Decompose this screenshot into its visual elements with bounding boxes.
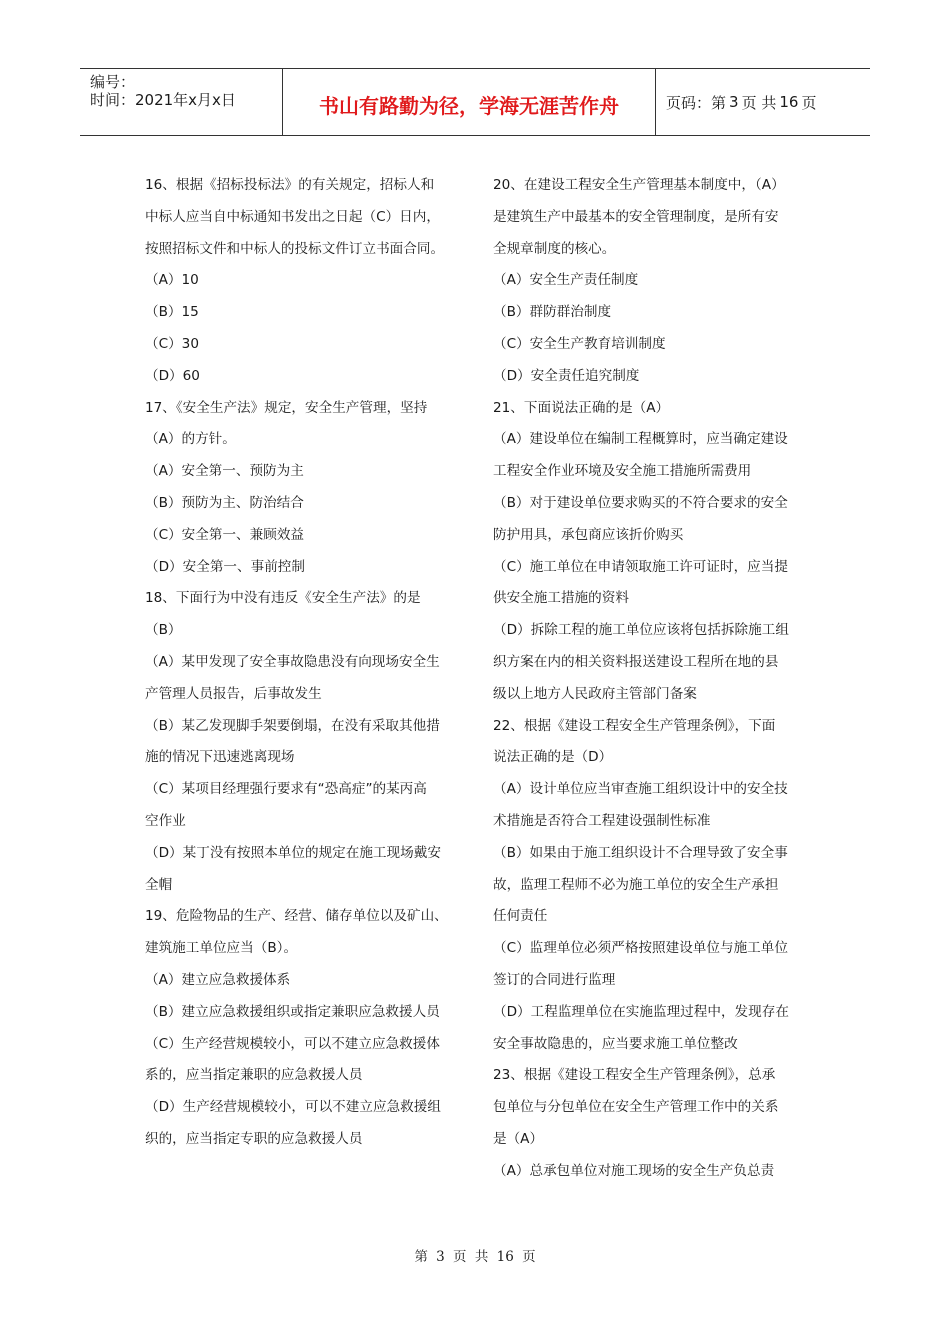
text-line: 16、根据《招标投标法》的有关规定，招标人和	[145, 177, 435, 193]
text-line: （D）60	[145, 367, 200, 384]
text-line: （B）建立应急救援组织或指定兼职应急救援人员	[145, 1003, 440, 1020]
text-line: （B）如果由于施工组织设计不合理导致了安全事	[493, 844, 788, 861]
text-line: 17、《安全生产法》规定，安全生产管理，坚持	[145, 399, 428, 416]
page-current: 3	[729, 93, 739, 111]
text-line: （A）总承包单位对施工现场的安全生产负总责	[493, 1162, 775, 1179]
header-meta	[80, 69, 282, 135]
text-line: （C）施工单位在申请领取施工许可证时，应当提	[493, 558, 788, 575]
page-footer: 第 3 页 共 16 页	[414, 1249, 536, 1265]
text-line: 建筑施工单位应当（B）。	[145, 940, 298, 957]
text-line: （A）安全第一、预防为主	[145, 463, 304, 480]
text-line: （A）设计单位应当审查施工组织设计中的安全技	[493, 781, 788, 798]
text-line: 全帽	[145, 876, 173, 893]
page-label-prefix: 页码：第	[666, 93, 727, 112]
text-line: （D）安全责任追究制度	[493, 367, 640, 384]
text-line: 中标人应当自中标通知书发出之日起（C）日内，	[145, 208, 440, 225]
text-line: 故，监理工程师不必为施工单位的安全生产承担	[493, 876, 779, 893]
text-line: 签订的合同进行监理	[493, 971, 616, 988]
text-line: 级以上地方人民政府主管部门备案	[493, 685, 697, 702]
text-line: （A）安全生产责任制度	[493, 272, 639, 289]
text-line: （B）15	[145, 304, 199, 321]
page-label-end: 页	[801, 93, 817, 112]
text-line: 是建筑生产中最基本的安全管理制度，是所有安	[493, 208, 779, 225]
text-line: 防护用具，承包商应该折价购买	[493, 526, 684, 543]
page-label-mid: 页 共	[741, 93, 777, 112]
document-date: 时间：2021年x月x日	[90, 91, 236, 109]
text-line: （C）安全第一、兼顾效益	[145, 526, 305, 543]
text-line: 是（A）	[493, 1130, 544, 1147]
text-line: 19、危险物品的生产、经营、储存单位以及矿山、	[145, 908, 448, 925]
text-line: （C）安全生产教育培训制度	[493, 335, 666, 352]
page-total: 16	[779, 93, 799, 111]
page-header	[80, 68, 870, 136]
text-line: （C）30	[145, 335, 199, 352]
text-line: 23、根据《建设工程安全生产管理条例》，总承	[493, 1067, 776, 1084]
text-line: （A）10	[145, 272, 199, 289]
text-line: （D）安全第一、事前控制	[145, 558, 305, 575]
text-line: 施的情况下迅速逃离现场	[145, 749, 295, 766]
text-line: 任何责任	[493, 908, 548, 925]
text-line: （A）的方针。	[145, 431, 236, 448]
header-motto: 书山有路勤为径，学海无涯苦作舟	[282, 69, 656, 135]
right-column	[493, 170, 813, 1188]
text-line: 系的，应当指定兼职的应急救援人员	[145, 1067, 363, 1084]
document-number-label: 编号：	[90, 73, 136, 91]
text-line: （B）	[145, 622, 182, 639]
text-line: （D）生产经营规模较小，可以不建立应急救援组	[145, 1099, 441, 1116]
text-line: （C）生产经营规模较小，可以不建立应急救援体	[145, 1035, 440, 1052]
text-line: （B）某乙发现脚手架要倒塌，在没有采取其他措	[145, 717, 440, 734]
text-line: 术措施是否符合工程建设强制性标准	[493, 812, 711, 829]
text-line: 安全事故隐患的，应当要求施工单位整改	[493, 1035, 738, 1052]
text-line: 20、在建设工程安全生产管理基本制度中，（A）	[493, 177, 785, 193]
text-line: （D）工程监理单位在实施监理过程中，发现存在	[493, 1003, 789, 1020]
text-line: 按照招标文件和中标人的投标文件订立书面合同。	[145, 240, 445, 257]
text-line: 全规章制度的核心。	[493, 240, 616, 257]
text-line: （D）某丁没有按照本单位的规定在施工现场戴安	[145, 844, 441, 861]
text-line: （A）某甲发现了安全事故隐患没有向现场安全生	[145, 653, 440, 670]
left-column	[145, 170, 465, 1156]
text-line: （A）建设单位在编制工程概算时，应当确定建设	[493, 431, 788, 448]
text-line: 工程安全作业环境及安全施工措施所需费用	[493, 463, 752, 480]
text-line: （D）拆除工程的施工单位应该将包括拆除施工组	[493, 622, 789, 639]
text-line: 产管理人员报告，后事故发生	[145, 685, 322, 702]
text-line: 织方案在内的相关资料报送建设工程所在地的县	[493, 653, 779, 670]
text-line: （B）群防群治制度	[493, 304, 612, 321]
text-line: 22、根据《建设工程安全生产管理条例》，下面	[493, 717, 776, 734]
text-line: （C）某项目经理强行要求有“恐高症”的某丙高	[145, 781, 427, 798]
text-line: （C）监理单位必须严格按照建设单位与施工单位	[493, 940, 788, 957]
text-line: 说法正确的是（D）	[493, 749, 613, 766]
text-line: （A）建立应急救援体系	[145, 971, 291, 988]
text-line: 供安全施工措施的资料	[493, 590, 629, 607]
text-line: 18、下面行为中没有违反《安全生产法》的是	[145, 590, 421, 607]
text-line: 包单位与分包单位在安全生产管理工作中的关系	[493, 1099, 779, 1116]
text-line: （B）对于建设单位要求购买的不符合要求的安全	[493, 494, 788, 511]
text-line: 21、下面说法正确的是（A）	[493, 399, 670, 416]
text-line: （B）预防为主、防治结合	[145, 494, 304, 511]
text-line: 空作业	[145, 812, 186, 829]
header-page-number	[656, 69, 870, 135]
text-line: 织的，应当指定专职的应急救援人员	[145, 1130, 363, 1147]
